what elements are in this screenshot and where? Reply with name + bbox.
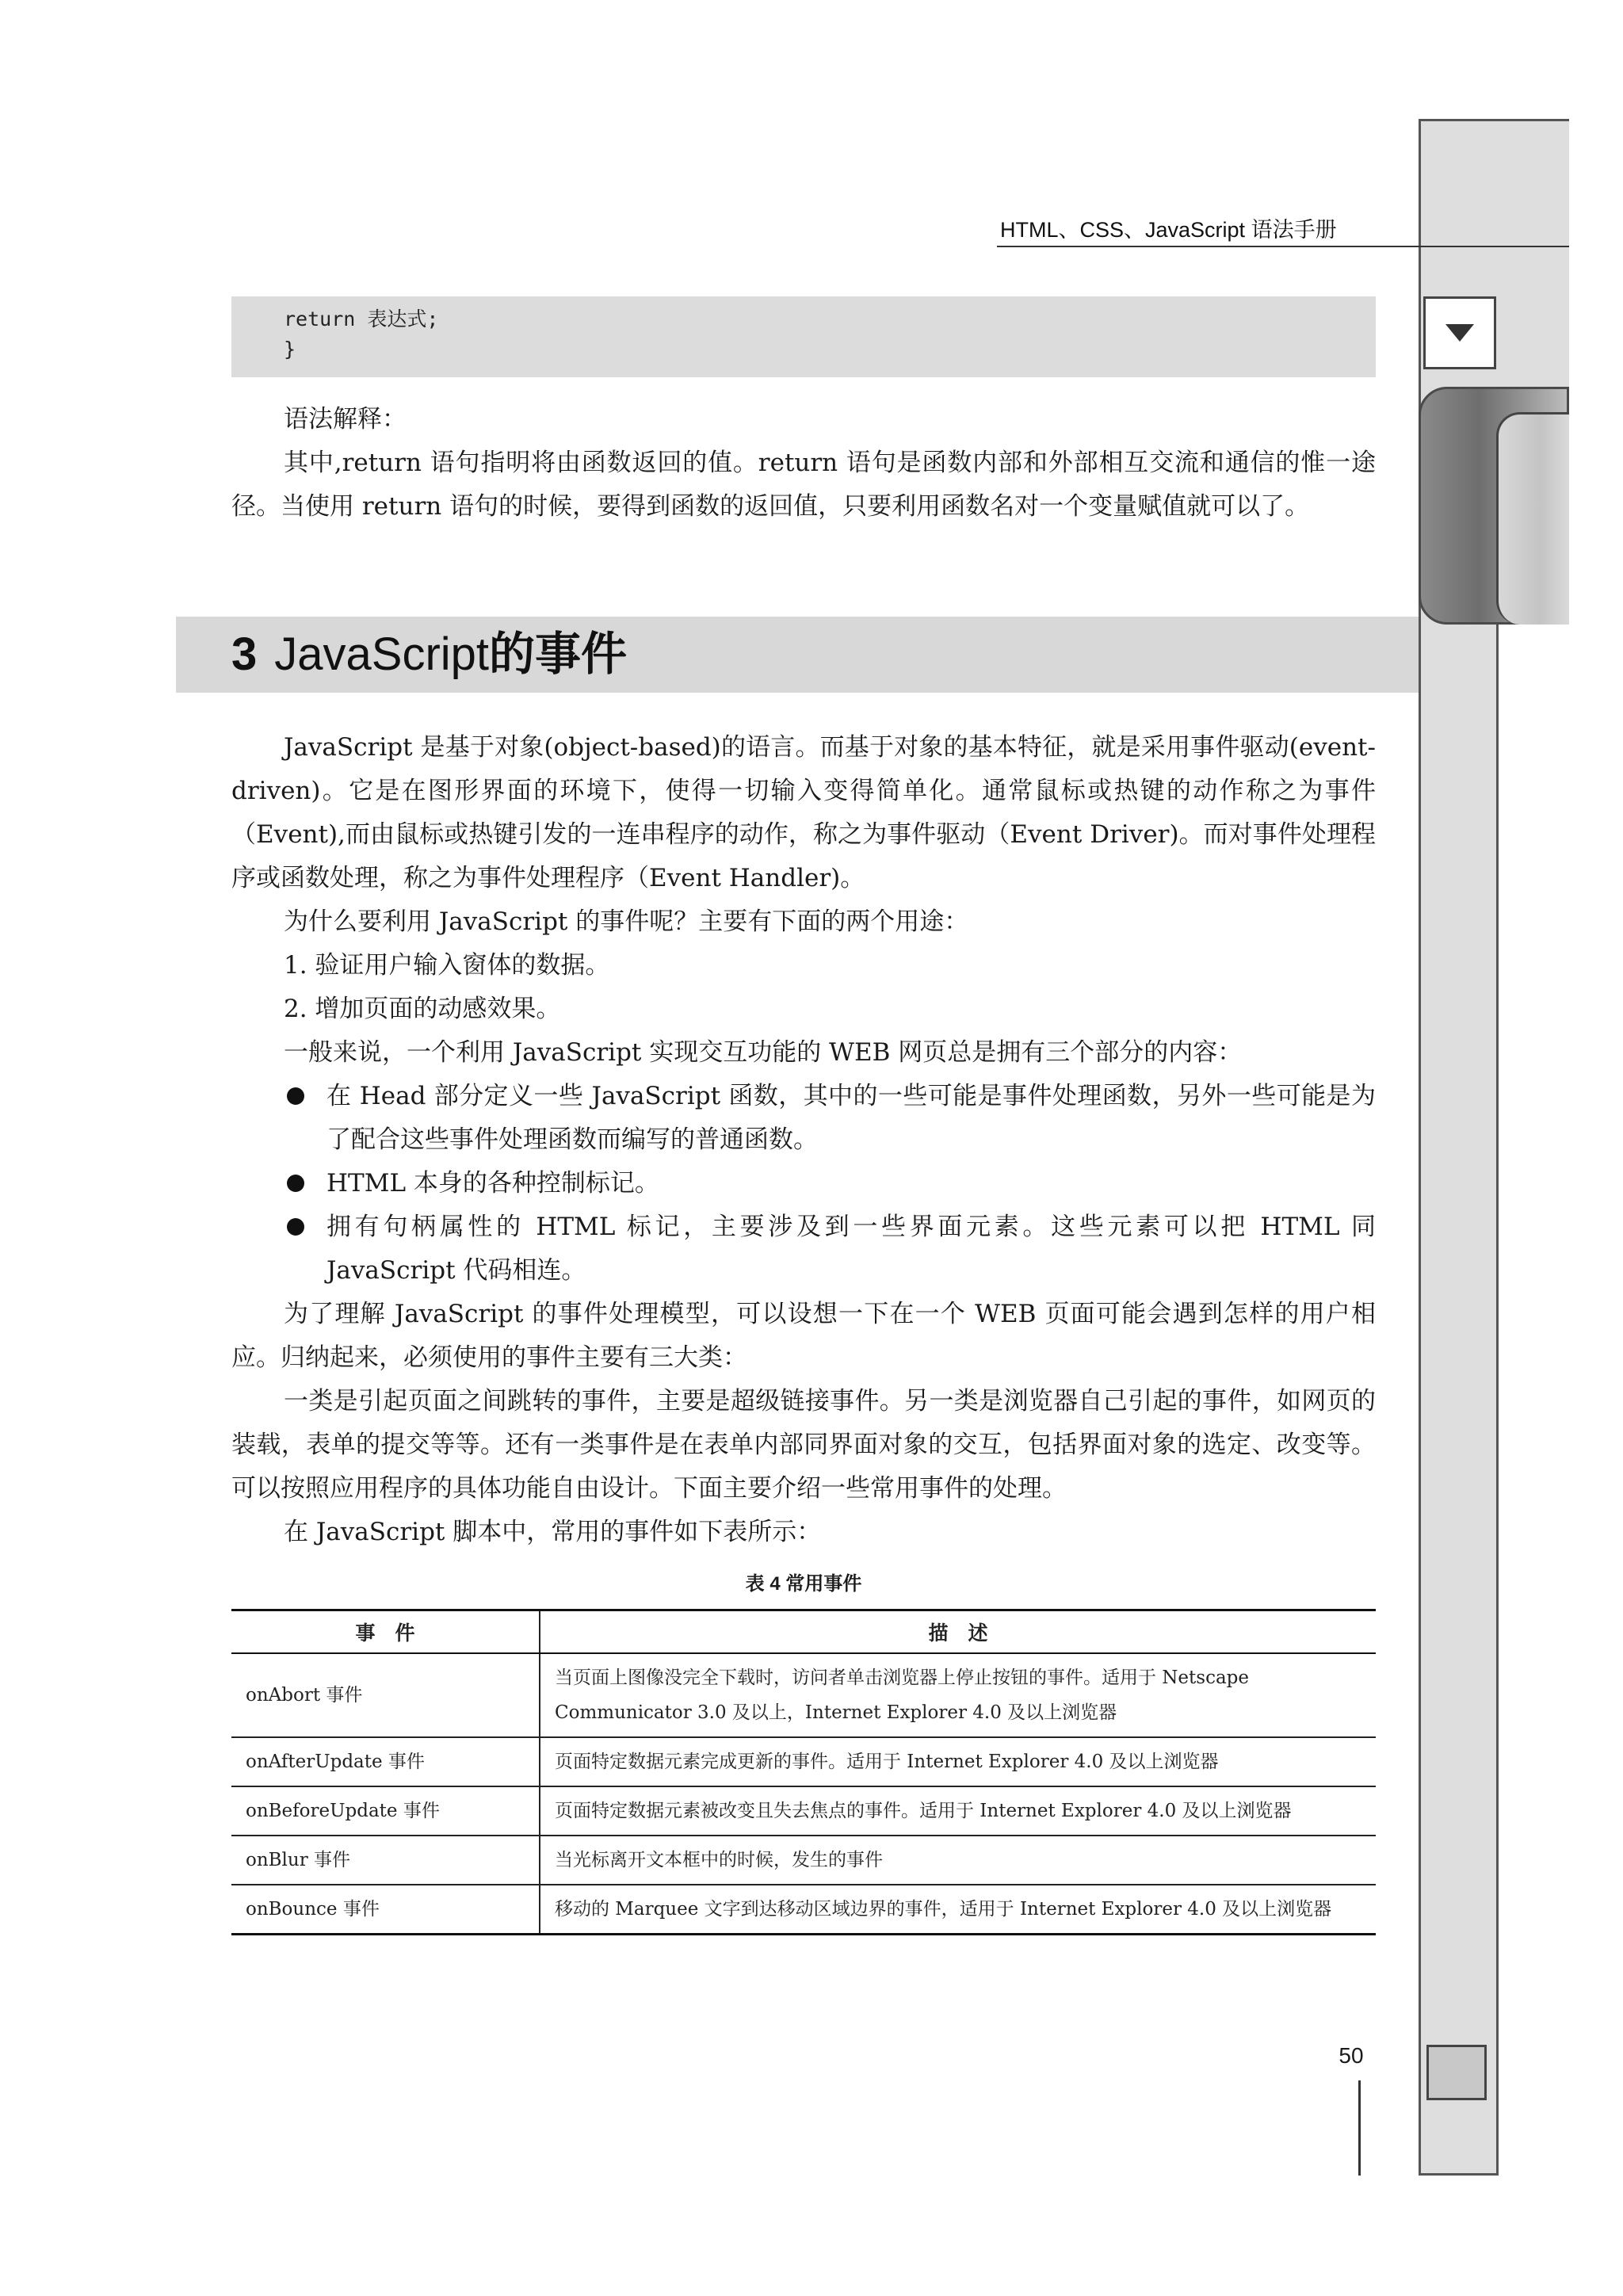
event-description: 当页面上图像没完全下载时，访问者单击浏览器上停止按钮的事件。适用于 Netscape Communicator 3.0 及以上，Internet Explorer 4.0 及以上浏览器	[540, 1653, 1376, 1737]
table-row	[231, 1836, 1376, 1885]
event-description: 移动的 Marquee 文字到达移动区域边界的事件，适用于 Internet Explorer 4.0 及以上浏览器	[540, 1885, 1376, 1935]
side-tab-inner	[1496, 388, 1569, 2176]
bullet-text: 拥有句柄属性的 HTML 标记，主要涉及到一些界面元素。这些元素可以把 HTML 同 JavaScript 代码相连。	[327, 1213, 1376, 1285]
page-marker-box	[1426, 2045, 1487, 2100]
event-name: onAfterUpdate 事件	[231, 1737, 540, 1786]
page-number: 50	[1338, 2043, 1364, 2068]
list-item: 1. 验证用户输入窗体的数据。	[284, 951, 610, 980]
table-header-row	[231, 1610, 1376, 1654]
event-name: onBlur 事件	[231, 1836, 540, 1885]
event-description: 页面特定数据元素完成更新的事件。适用于 Internet Explorer 4.0 及以上浏览器	[540, 1737, 1376, 1786]
paragraph: 一类是引起页面之间跳转的事件，主要是超级链接事件。另一类是浏览器自己引起的事件，如网页的装载，表单的提交等等。还有一类事件是在表单内部同界面对象的交互，包括界面对象的选定、改变等。可以按照应用程序的具体功能自由设计。下面主要介绍一些常用事件的处理。	[231, 1387, 1376, 1503]
paragraph: 一般来说，一个利用 JavaScript 实现交互功能的 WEB 网页总是拥有三个部分的内容：	[284, 1038, 1243, 1067]
column-header-description: 描 述	[540, 1610, 1376, 1654]
event-description: 当光标离开文本框中的时候，发生的事件	[540, 1836, 1376, 1885]
code-line: return 表达式;	[284, 308, 439, 330]
table-row	[231, 1786, 1376, 1836]
syntax-paragraph: 其中,return 语句指明将由函数返回的值。return 语句是函数内部和外部相互交流和通信的惟一途径。当使用 return 语句的时候，要得到函数的返回值，只要利用函数名对一个变量赋值就可以了。	[231, 449, 1376, 521]
bullet-icon	[287, 1175, 304, 1192]
paragraph: 为什么要利用 JavaScript 的事件呢？主要有下面的两个用途：	[284, 907, 969, 936]
triangle-down-icon	[1445, 324, 1474, 342]
section-heading	[231, 617, 627, 693]
body-text	[231, 726, 1376, 1554]
page-marker-line	[1358, 2080, 1361, 2176]
event-name: onBeforeUpdate 事件	[231, 1786, 540, 1836]
code-line: }	[284, 338, 296, 361]
table-caption: 表 4 常用事件	[745, 1573, 862, 1595]
bullet-text: 在 Head 部分定义一些 JavaScript 函数，其中的一些可能是事件处理函数，另外一些可能是为了配合这些事件处理函数而编写的普通函数。	[327, 1082, 1376, 1154]
bullet-text: HTML 本身的各种控制标记。	[327, 1169, 659, 1198]
event-description: 页面特定数据元素被改变且失去焦点的事件。适用于 Internet Explorer 4.0 及以上浏览器	[540, 1786, 1376, 1836]
syntax-section	[231, 398, 1376, 529]
bullet-icon	[287, 1087, 304, 1105]
column-header-event: 事 件	[231, 1610, 540, 1654]
list-item: 2. 增加页面的动感效果。	[284, 995, 561, 1023]
paragraph: 在 JavaScript 脚本中，常用的事件如下表所示：	[284, 1518, 822, 1546]
bullet-item	[231, 1162, 1376, 1205]
code-block	[231, 296, 1376, 377]
paragraph: 为了理解 JavaScript 的事件处理模型，可以设想一下在一个 WEB 页面可能会遇到怎样的用户相应。归纳起来，必须使用的事件主要有三大类：	[231, 1300, 1376, 1372]
header-rule	[997, 246, 1569, 247]
event-name: onAbort 事件	[231, 1653, 540, 1737]
event-name: onBounce 事件	[231, 1885, 540, 1935]
nav-down-button[interactable]	[1423, 296, 1496, 369]
table-row	[231, 1885, 1376, 1935]
paragraph: JavaScript 是基于对象(object-based)的语言。而基于对象的基本特征，就是采用事件驱动(event-driven)。它是在图形界面的环境下，使得一切输入变得简单化。通常鼠标或热键的动作称之为事件（Event),而由鼠标或热键引发的一连串程序的动作，称之为事件驱动（Event Driver)。而对事件处理程序或函数处理，称之为事件处理程序（Event Handler)。	[231, 733, 1376, 892]
bullet-item	[231, 1075, 1376, 1162]
bullet-item	[231, 1205, 1376, 1293]
section-number: 3	[231, 628, 258, 680]
syntax-label: 语法解释：	[284, 405, 407, 434]
running-head: HTML、CSS、JavaScript 语法手册	[1000, 218, 1337, 242]
bullet-icon	[287, 1218, 304, 1236]
table-row	[231, 1737, 1376, 1786]
chapter-tab-inset	[1496, 412, 1569, 625]
section-title-latin: JavaScript	[274, 628, 490, 680]
events-table	[231, 1609, 1376, 1935]
section-title-zh: 的事件	[489, 628, 628, 680]
table-row	[231, 1653, 1376, 1737]
